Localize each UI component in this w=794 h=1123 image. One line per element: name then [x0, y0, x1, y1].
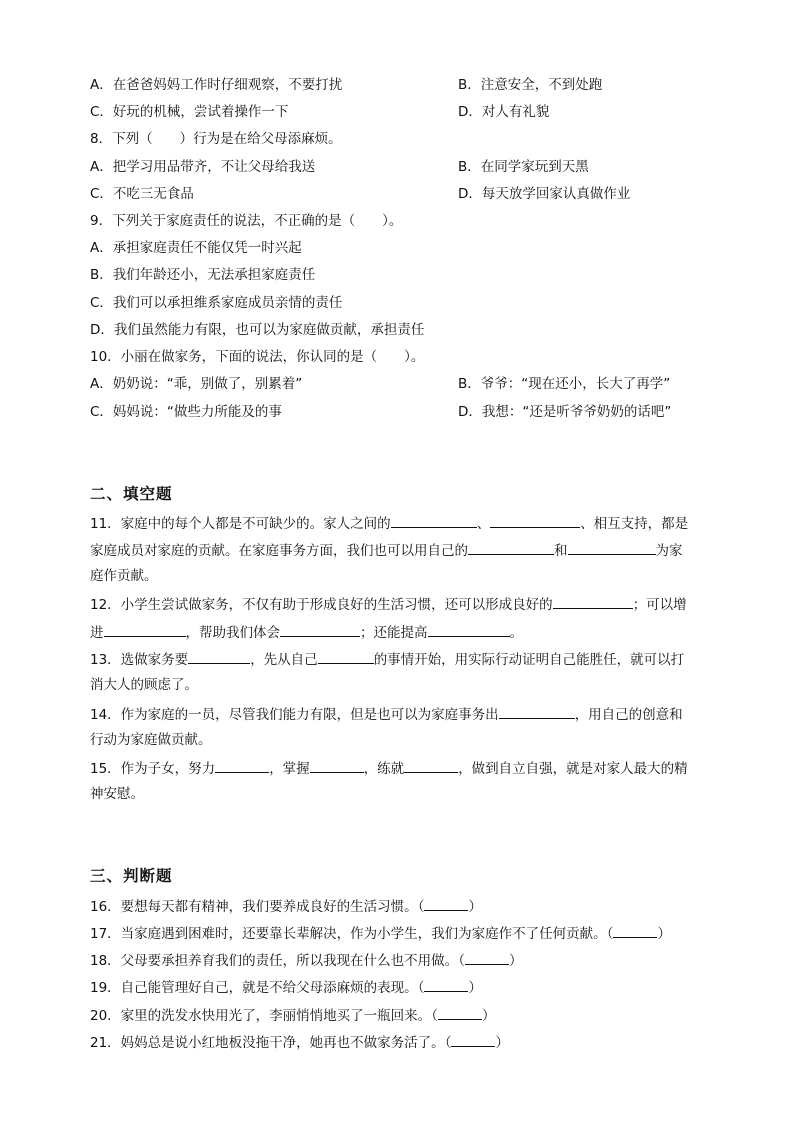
close-paren: ） — [468, 899, 482, 915]
close-paren: ） — [495, 1035, 509, 1051]
answer-blank[interactable] — [424, 896, 468, 911]
q10-option-d: D．我想：“还是听爷爷奶奶的话吧” — [458, 404, 672, 420]
answer-blank[interactable] — [468, 540, 554, 555]
answer-blank[interactable] — [188, 649, 250, 664]
q7-option-d: D．对人有礼貌 — [458, 104, 550, 120]
answer-blank[interactable] — [613, 923, 657, 938]
q19-text: 19．自己能管理好自己，就是不给父母添麻烦的表现。 — [90, 980, 418, 996]
answer-blank[interactable] — [553, 594, 633, 609]
q9-option-d: D．我们虽然能力有限，也可以为家庭做贡献，承担责任 — [90, 322, 425, 338]
open-paren: （ — [417, 980, 425, 996]
q10-option-b: B．爷爷：“现在还小，长大了再学” — [458, 376, 671, 392]
q13-line2: 消大人的顾虑了。 — [90, 677, 198, 693]
q14-line2: 行动为家庭做贡献。 — [90, 732, 212, 748]
q9-option-b: B．我们年龄还小，无法承担家庭责任 — [90, 267, 316, 283]
q14-text: 14．作为家庭的一员，尽管我们能力有限，但是也可以为家庭事务出 — [90, 707, 499, 723]
q13-line1 — [90, 649, 684, 669]
q8-option-d: D．每天放学回家认真做作业 — [458, 186, 631, 202]
q12-text: ，帮助我们体会 — [185, 625, 280, 641]
q12-text: 进 — [90, 625, 104, 641]
q8-option-b: B．在同学家玩到天黑 — [458, 159, 589, 175]
q16-text: 16．要想每天都有精神，我们要养成良好的生活习惯。 — [90, 899, 418, 915]
q10-option-a: A．奶奶说：“乖，别做了，别累着” — [90, 376, 303, 392]
q14-text: ，用自己的创意和 — [574, 707, 683, 723]
q11-text: 和 — [554, 543, 568, 559]
answer-blank[interactable] — [465, 950, 509, 965]
q11-text: 为家 — [655, 543, 683, 559]
answer-blank[interactable] — [280, 622, 360, 637]
close-paren: ） — [508, 953, 523, 969]
q7-row-ab — [90, 76, 603, 94]
q8-stem: 8．下列（ ）行为是在给父母添麻烦。 — [90, 131, 342, 147]
open-paren: （ — [458, 953, 465, 969]
q11-text: 、相互支持，都是 — [580, 516, 689, 532]
close-paren: ） — [468, 980, 482, 996]
q16 — [90, 896, 482, 916]
answer-blank[interactable] — [391, 513, 477, 528]
q12-text: 12．小学生尝试做家务，不仅有助于形成良好的生活习惯，还可以形成良好的 — [90, 597, 553, 613]
open-paren: （ — [444, 1035, 452, 1051]
q18 — [90, 950, 522, 970]
q15-text: ，练就 — [363, 761, 405, 777]
answer-blank[interactable] — [490, 513, 580, 528]
close-paren: ） — [481, 1008, 496, 1024]
q15-text: 15．作为子女，努力 — [90, 761, 216, 777]
answer-blank[interactable] — [568, 540, 656, 555]
section-fill-in-title: 二、填空题 — [90, 484, 173, 503]
answer-blank[interactable] — [104, 622, 186, 637]
q11-line1 — [90, 513, 688, 533]
q9-stem: 9．下列关于家庭责任的说法，不正确的是（ ）。 — [90, 213, 403, 229]
close-paren: ） — [657, 926, 671, 942]
q18-text: 18．父母要承担养育我们的责任，所以我现在什么也不用做。 — [90, 953, 459, 969]
q10-option-c: C．妈妈说：“做些力所能及的事 — [90, 404, 282, 420]
q14-line1 — [90, 704, 683, 724]
open-paren: （ — [431, 1008, 438, 1024]
q12-text: ；还能提高 — [360, 625, 428, 641]
answer-blank[interactable] — [451, 1032, 495, 1047]
q11-text: 、 — [476, 516, 491, 532]
q8-option-c: C．不吃三无食品 — [90, 186, 194, 202]
q21-text: 21．妈妈总是说小红地板没拖干净，她再也不做家务活了。 — [90, 1035, 445, 1051]
q15-line1 — [90, 758, 688, 778]
q11-text: 11．家庭中的每个人都是不可缺少的。家人之间的 — [90, 516, 391, 532]
q7-row-cd — [90, 103, 550, 121]
q7-option-c: C．好玩的机械，尝试着操作一下 — [90, 104, 289, 120]
q11-line3: 庭作贡献。 — [90, 568, 158, 584]
q15-text: ，做到自立自强，就是对家人最大的精 — [458, 761, 688, 777]
answer-blank[interactable] — [310, 758, 364, 773]
q13-text: 的事情开始，用实际行动证明自己能胜任，就可以打 — [373, 652, 685, 668]
q11-text: 家庭成员对家庭的贡献。在家庭事务方面，我们也可以用自己的 — [90, 543, 468, 559]
q15-line2: 神安慰。 — [90, 786, 144, 802]
q17 — [90, 923, 671, 943]
q19 — [90, 977, 482, 997]
q8-option-a: A．把学习用品带齐，不让父母给我送 — [90, 159, 316, 175]
q13-text: 13．选做家务要 — [90, 652, 189, 668]
q7-option-b: B．注意安全，不到处跑 — [458, 77, 603, 93]
section-judgement-title: 三、判断题 — [90, 866, 173, 885]
open-paren: （ — [606, 926, 614, 942]
answer-blank[interactable] — [438, 1005, 482, 1020]
open-paren: （ — [417, 899, 425, 915]
answer-blank[interactable] — [499, 704, 575, 719]
q12-text: ；可以增 — [632, 597, 687, 613]
q8-row-ab — [90, 158, 589, 176]
answer-blank[interactable] — [215, 758, 269, 773]
q8-row-cd — [90, 185, 631, 203]
answer-blank[interactable] — [404, 758, 458, 773]
q11-line2 — [90, 540, 683, 560]
q20-text: 20．家里的洗发水快用光了，李丽悄悄地买了一瓶回来。 — [90, 1008, 432, 1024]
q17-text: 17．当家庭遇到困难时，还要靠长辈解决，作为小学生，我们为家庭作不了任何贡献。 — [90, 926, 607, 942]
q20 — [90, 1005, 495, 1025]
q13-text: ，先从自己 — [250, 652, 318, 668]
q7-option-a: A．在爸爸妈妈工作时仔细观察，不要打扰 — [90, 77, 343, 93]
answer-blank[interactable] — [428, 622, 510, 637]
q12-line2 — [90, 622, 523, 642]
answer-blank[interactable] — [424, 977, 468, 992]
q15-text: ，掌握 — [269, 761, 310, 777]
q12-text: 。 — [509, 625, 523, 641]
q10-row-ab — [90, 375, 671, 393]
q21 — [90, 1032, 509, 1052]
q9-option-a: A．承担家庭责任不能仅凭一时兴起 — [90, 240, 302, 256]
q10-stem: 10．小丽在做家务，下面的说法，你认同的是（ ）。 — [90, 349, 425, 365]
q12-line1 — [90, 594, 687, 614]
q10-row-cd — [90, 403, 672, 421]
q9-option-c: C．我们可以承担维系家庭成员亲情的责任 — [90, 295, 343, 311]
answer-blank[interactable] — [318, 649, 374, 664]
